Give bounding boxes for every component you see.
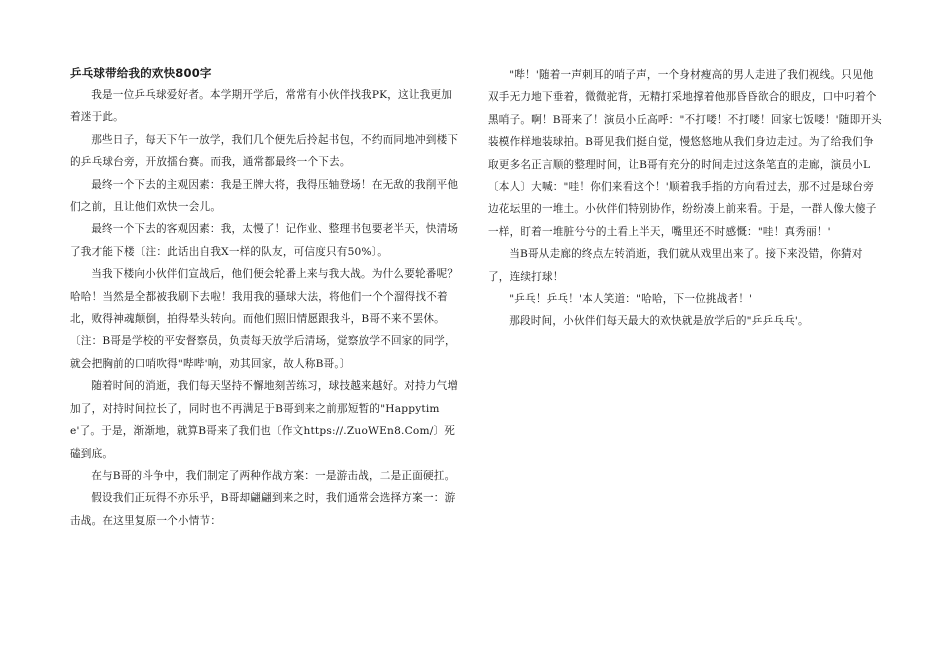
paragraph: 当我下楼向小伙伴们宣战后，他们便会轮番上来与我大战。为什么要轮番呢？哈哈！当然是全都被我刷下去啦！我用我的骚球大法，将他们一个个溜得找不着北，败得神魂颠倒，拍得晕头转向。而他们照旧情愿跟我斗，B哥不来不罢休。〔注：B哥是学校的平安督察员，负责每天放学后清场，觉察放学不回家的同学，就会把胸前的口哨吹得"哔哔'响，劝其回家，故人称B哥。〕 <box>70 268 459 370</box>
paragraph: 那段时间，小伙伴们每天最大的欢快就是放学后的"乒乒乓乓'。 <box>509 315 809 328</box>
paragraph: 在与B哥的斗争中，我们制定了两种作战方案：一是游击战，二是正面硬扛。 <box>91 469 456 482</box>
paragraph: 我是一位乒乓球爱好者。本学期开学后，常常有小伙伴找我PK，这让我更加着迷于此。 <box>70 89 453 124</box>
paragraph: 假设我们正玩得不亦乐乎，B哥却翩翩到来之时，我们通常会选择方案一：游击战。在这里复原一个小情节： <box>70 492 456 527</box>
paragraph: "哔！'随着一声刺耳的哨子声，一个身材瘦高的男人走进了我们视线。只见他双手无力地下垂着，微微驼背，无精打采地撑着他那昏昏欲合的眼皮，口中叼着个黑哨子。啊！B哥来了！演员小丘高呼："不打喽！不打喽！回家七饭喽！'随即开头装模作样地装球拍。B哥见我们挺自觉，慢悠悠地从我们身边走过。为了给我们争取更多名正言顺的整理时间，让B哥有充分的时间走过这条笔直的走廊，演员小L〔本人〕大喊："哇！你们来看这个！'顺着我手指的方向看过去，那不过是球台旁边花坛里的一堆土。小伙伴们特别协作，纷纷凑上前来看。于是，一群人像大傻子一样，盯着一堆脏兮兮的土看上半天，嘴里还不时感慨："哇！真秀丽！' <box>488 69 882 238</box>
paragraph: 最终一个下去的主观因素：我是王牌大将，我得压轴登场！在无敌的我削平他们之前，且让他们欢快一会儿。 <box>70 178 459 214</box>
right-column <box>488 64 884 333</box>
left-column <box>70 62 462 532</box>
document-title: 乒乓球带给我的欢快800字 <box>70 66 212 80</box>
paragraph: 那些日子，每天下午一放学，我们几个便先后拎起书包，不约而同地冲到楼下的乒乓球台旁，开放擂台赛。而我，通常都最终一个下去。 <box>70 133 459 169</box>
paragraph: 随着时间的消逝，我们每天坚持不懈地刻苦练习，球技越来越好。对持力气增加了，对持时间拉长了，同时也不再满足于B哥到来之前那短暂的"Happytime'了。于是，渐渐地，就算B哥来了我们也〔作文https://.ZuoWEn8.Com/〕死磕到底。 <box>70 380 459 460</box>
paragraph: 当B哥从走廊的终点左转消逝，我们就从戏里出来了。接下来没错，你猜对了，连续打球！ <box>488 248 863 283</box>
paragraph: 最终一个下去的客观因素：我，太慢了！记作业、整理书包要老半天，快清场了我才能下楼〔注：此话出自我X一样的队友，可信度只有50%〕。 <box>70 223 459 258</box>
paragraph: "乒乓！乒乓！'本人笑道："哈哈，下一位挑战者！' <box>509 293 753 306</box>
